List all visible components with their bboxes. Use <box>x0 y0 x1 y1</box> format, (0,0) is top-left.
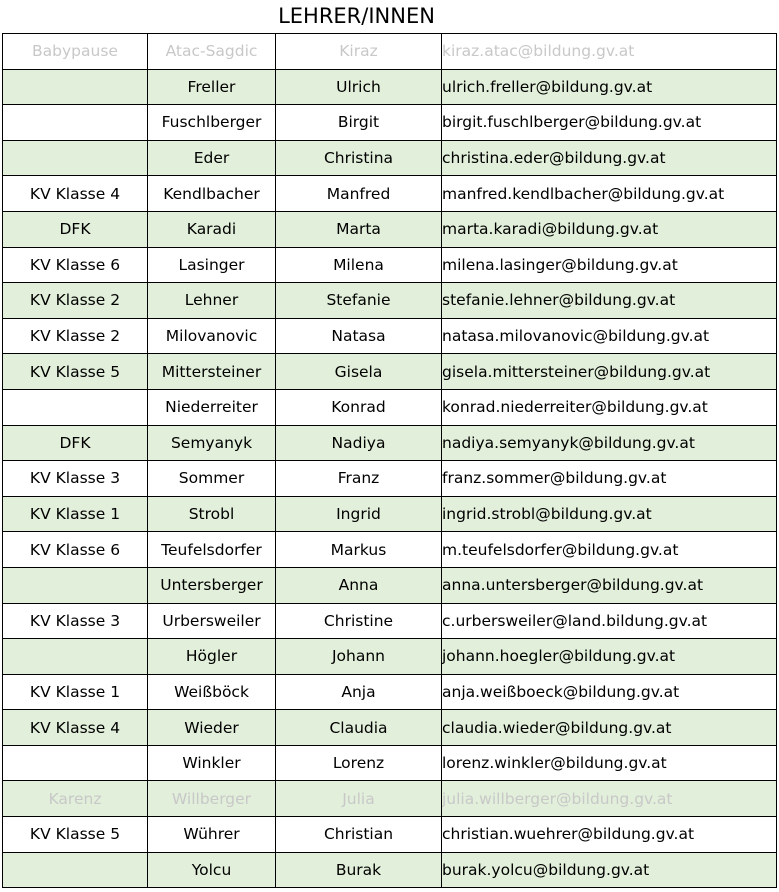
last-name-cell: Karadi <box>148 211 276 247</box>
last-name-cell: Teufelsdorfer <box>148 532 276 568</box>
first-name-cell: Ingrid <box>276 496 442 532</box>
first-name-cell: Gisela <box>276 354 442 390</box>
class-role-cell: KV Klasse 1 <box>3 674 148 710</box>
class-role-cell: KV Klasse 2 <box>3 318 148 354</box>
first-name-cell: Christian <box>276 817 442 853</box>
first-name-cell: Claudia <box>276 710 442 746</box>
last-name-cell: Lehner <box>148 283 276 319</box>
email-cell: nadiya.semyanyk@bildung.gv.at <box>442 425 777 461</box>
table-row <box>3 247 777 283</box>
first-name-cell: Burak <box>276 852 442 888</box>
class-role-cell: KV Klasse 3 <box>3 603 148 639</box>
last-name-cell: Atac-Sagdic <box>148 34 276 70</box>
email-cell: julia.willberger@bildung.gv.at <box>442 781 777 817</box>
email-cell: kiraz.atac@bildung.gv.at <box>442 34 777 70</box>
email-cell: konrad.niederreiter@bildung.gv.at <box>442 389 777 425</box>
last-name-cell: Mittersteiner <box>148 354 276 390</box>
table-row <box>3 817 777 853</box>
table-row <box>3 140 777 176</box>
email-cell: christian.wuehrer@bildung.gv.at <box>442 817 777 853</box>
email-cell: milena.lasinger@bildung.gv.at <box>442 247 777 283</box>
table-row <box>3 354 777 390</box>
last-name-cell: Untersberger <box>148 567 276 603</box>
class-role-cell: KV Klasse 5 <box>3 817 148 853</box>
email-cell: lorenz.winkler@bildung.gv.at <box>442 745 777 781</box>
table-row <box>3 69 777 105</box>
first-name-cell: Kiraz <box>276 34 442 70</box>
first-name-cell: Christina <box>276 140 442 176</box>
class-role-cell <box>3 745 148 781</box>
class-role-cell <box>3 567 148 603</box>
table-row <box>3 781 777 817</box>
table-row <box>3 852 777 888</box>
email-cell: gisela.mittersteiner@bildung.gv.at <box>442 354 777 390</box>
first-name-cell: Franz <box>276 461 442 497</box>
last-name-cell: Willberger <box>148 781 276 817</box>
class-role-cell: KV Klasse 4 <box>3 710 148 746</box>
email-cell: birgit.fuschlberger@bildung.gv.at <box>442 105 777 141</box>
last-name-cell: Högler <box>148 639 276 675</box>
class-role-cell <box>3 389 148 425</box>
class-role-cell: Karenz <box>3 781 148 817</box>
last-name-cell: Fuschlberger <box>148 105 276 141</box>
table-row <box>3 710 777 746</box>
email-cell: claudia.wieder@bildung.gv.at <box>442 710 777 746</box>
email-cell: stefanie.lehner@bildung.gv.at <box>442 283 777 319</box>
class-role-cell: KV Klasse 1 <box>3 496 148 532</box>
first-name-cell: Julia <box>276 781 442 817</box>
table-row <box>3 603 777 639</box>
class-role-cell <box>3 639 148 675</box>
table-row <box>3 532 777 568</box>
last-name-cell: Freller <box>148 69 276 105</box>
teacher-table <box>2 33 777 888</box>
class-role-cell: KV Klasse 6 <box>3 247 148 283</box>
last-name-cell: Niederreiter <box>148 389 276 425</box>
table-row <box>3 211 777 247</box>
table-row <box>3 674 777 710</box>
table-row <box>3 283 777 319</box>
last-name-cell: Milovanovic <box>148 318 276 354</box>
first-name-cell: Markus <box>276 532 442 568</box>
teacher-table-body <box>3 34 777 888</box>
table-row <box>3 745 777 781</box>
last-name-cell: Wührer <box>148 817 276 853</box>
first-name-cell: Ulrich <box>276 69 442 105</box>
class-role-cell: KV Klasse 3 <box>3 461 148 497</box>
first-name-cell: Anja <box>276 674 442 710</box>
last-name-cell: Eder <box>148 140 276 176</box>
email-cell: anna.untersberger@bildung.gv.at <box>442 567 777 603</box>
last-name-cell: Yolcu <box>148 852 276 888</box>
class-role-cell: KV Klasse 6 <box>3 532 148 568</box>
last-name-cell: Lasinger <box>148 247 276 283</box>
first-name-cell: Anna <box>276 567 442 603</box>
first-name-cell: Manfred <box>276 176 442 212</box>
class-role-cell <box>3 852 148 888</box>
first-name-cell: Natasa <box>276 318 442 354</box>
last-name-cell: Strobl <box>148 496 276 532</box>
email-cell: m.teufelsdorfer@bildung.gv.at <box>442 532 777 568</box>
last-name-cell: Semyanyk <box>148 425 276 461</box>
first-name-cell: Konrad <box>276 389 442 425</box>
table-row <box>3 639 777 675</box>
table-row <box>3 496 777 532</box>
first-name-cell: Milena <box>276 247 442 283</box>
class-role-cell: KV Klasse 2 <box>3 283 148 319</box>
first-name-cell: Stefanie <box>276 283 442 319</box>
email-cell: manfred.kendlbacher@bildung.gv.at <box>442 176 777 212</box>
first-name-cell: Marta <box>276 211 442 247</box>
table-row <box>3 567 777 603</box>
email-cell: ulrich.freller@bildung.gv.at <box>442 69 777 105</box>
class-role-cell: DFK <box>3 425 148 461</box>
email-cell: c.urbersweiler@land.bildung.gv.at <box>442 603 777 639</box>
first-name-cell: Christine <box>276 603 442 639</box>
class-role-cell: DFK <box>3 211 148 247</box>
table-row <box>3 461 777 497</box>
class-role-cell <box>3 140 148 176</box>
first-name-cell: Johann <box>276 639 442 675</box>
class-role-cell: KV Klasse 5 <box>3 354 148 390</box>
last-name-cell: Weißböck <box>148 674 276 710</box>
table-row <box>3 34 777 70</box>
email-cell: marta.karadi@bildung.gv.at <box>442 211 777 247</box>
last-name-cell: Kendlbacher <box>148 176 276 212</box>
table-row <box>3 425 777 461</box>
email-cell: anja.weißboeck@bildung.gv.at <box>442 674 777 710</box>
table-row <box>3 105 777 141</box>
last-name-cell: Sommer <box>148 461 276 497</box>
class-role-cell: Babypause <box>3 34 148 70</box>
last-name-cell: Urbersweiler <box>148 603 276 639</box>
last-name-cell: Winkler <box>148 745 276 781</box>
table-row <box>3 176 777 212</box>
class-role-cell <box>3 69 148 105</box>
table-row <box>3 389 777 425</box>
class-role-cell: KV Klasse 4 <box>3 176 148 212</box>
email-cell: natasa.milovanovic@bildung.gv.at <box>442 318 777 354</box>
first-name-cell: Lorenz <box>276 745 442 781</box>
email-cell: franz.sommer@bildung.gv.at <box>442 461 777 497</box>
first-name-cell: Nadiya <box>276 425 442 461</box>
email-cell: johann.hoegler@bildung.gv.at <box>442 639 777 675</box>
email-cell: ingrid.strobl@bildung.gv.at <box>442 496 777 532</box>
last-name-cell: Wieder <box>148 710 276 746</box>
email-cell: christina.eder@bildung.gv.at <box>442 140 777 176</box>
class-role-cell <box>3 105 148 141</box>
email-cell: burak.yolcu@bildung.gv.at <box>442 852 777 888</box>
first-name-cell: Birgit <box>276 105 442 141</box>
table-row <box>3 318 777 354</box>
page-title: LEHRER/INNEN <box>278 4 435 28</box>
